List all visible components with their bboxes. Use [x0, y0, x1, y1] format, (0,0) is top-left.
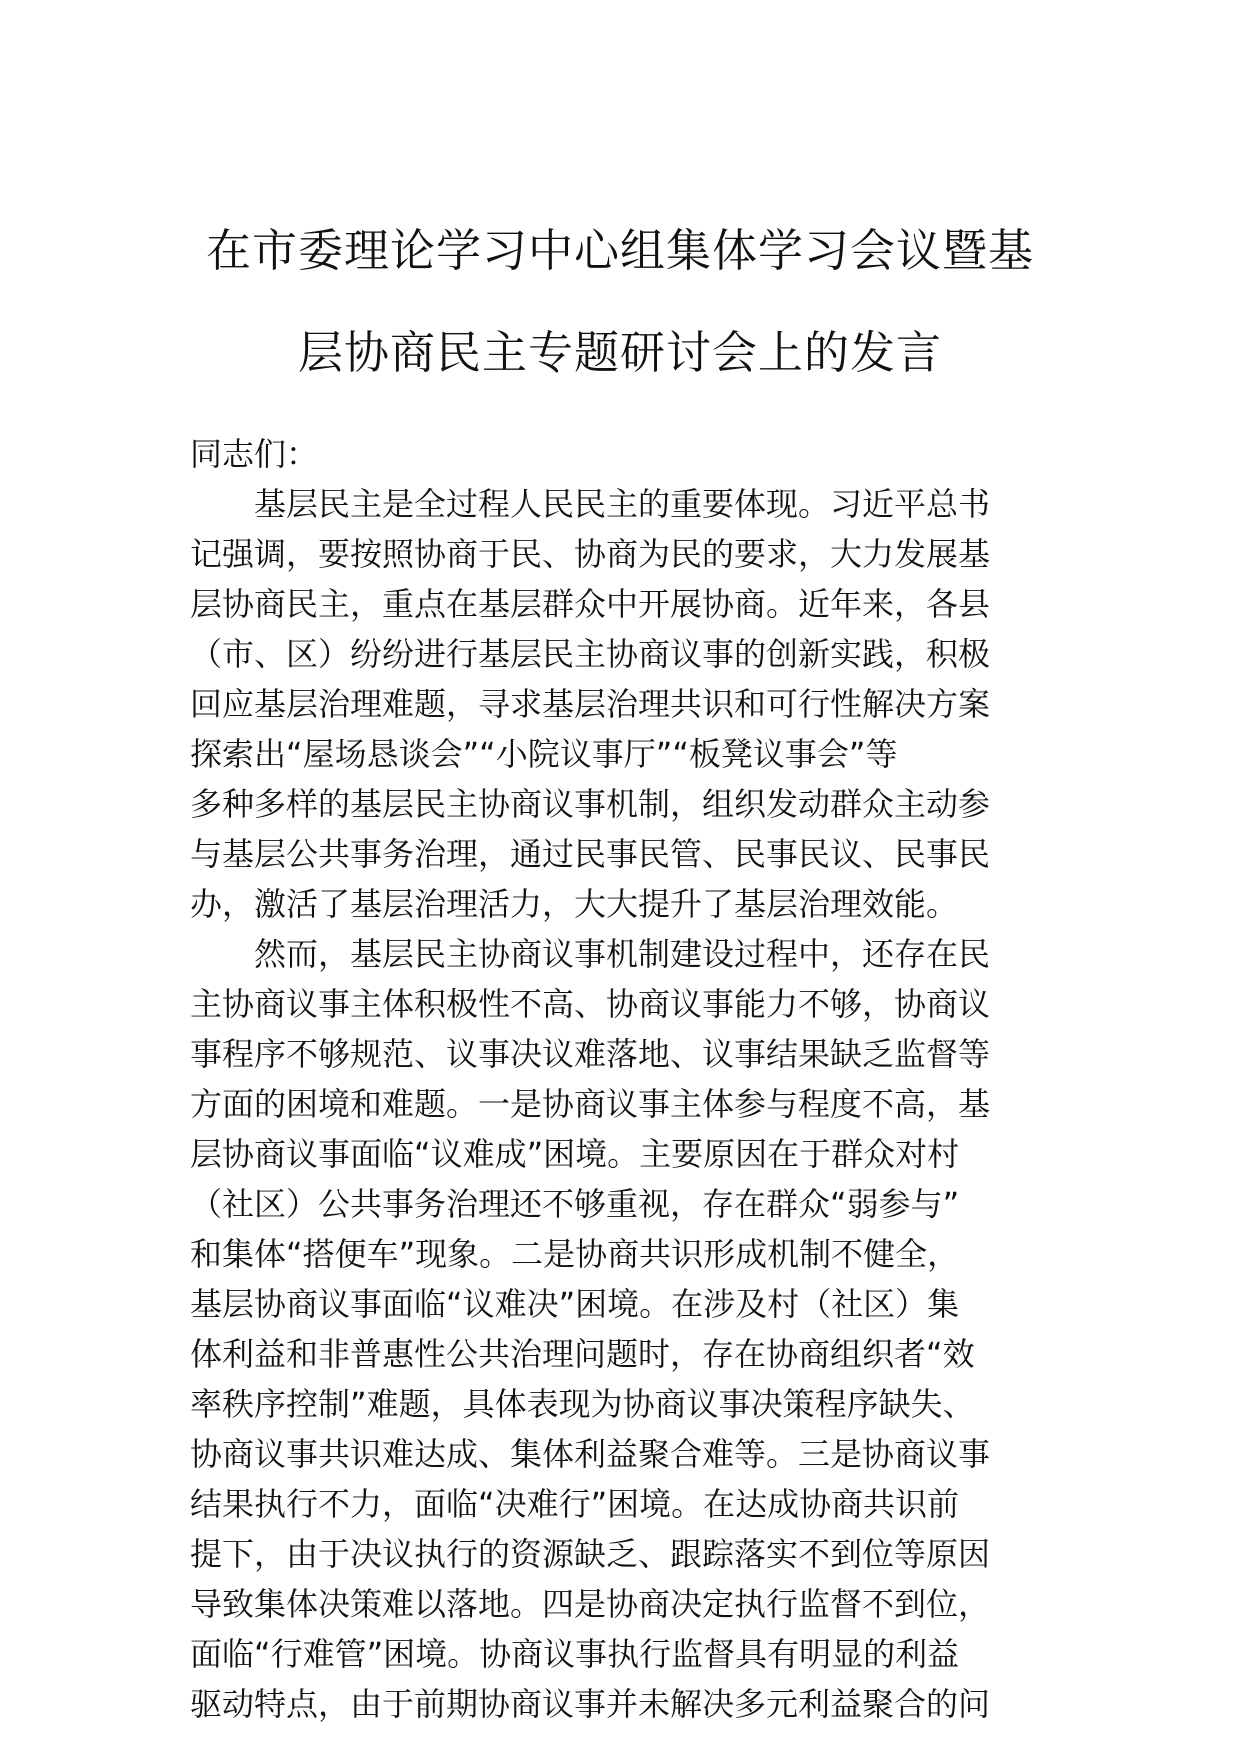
paragraph-line: 率秩序控制”难题，具体表现为协商议事决策程序缺失、 — [190, 1385, 975, 1423]
salutation: 同志们： — [190, 435, 319, 473]
paragraph-line: 和集体“搭便车”现象。二是协商共识形成机制不健全， — [190, 1235, 960, 1273]
paragraph-line: 办，激活了基层治理活力，大大提升了基层治理效能。 — [190, 885, 959, 923]
paragraph-line: 层协商议事面临“议难成”困境。主要原因在于群众对村 — [190, 1135, 960, 1173]
paragraph-line: 驱动特点，由于前期协商议事并未解决多元利益聚合的问 — [190, 1685, 991, 1723]
document-body — [190, 429, 1050, 1729]
paragraph-2 — [190, 929, 1050, 1729]
paragraph-line: 事程序不够规范、议事决议难落地、议事结果缺乏监督等 — [190, 1035, 991, 1073]
title-line: 层协商民主专题研讨会上的发言 — [297, 326, 942, 379]
title-line: 在市委理论学习中心组集体学习会议暨基 — [205, 224, 1034, 277]
paragraph-line: 多种多样的基层民主协商议事机制，组织发动群众主动参 — [190, 785, 991, 823]
paragraph-line: 记强调，要按照协商于民、协商为民的要求，大力发展基 — [190, 535, 991, 573]
paragraph-line: 探索出“屋场恳谈会”“小院议事厅”“板凳议事会”等 — [190, 735, 898, 773]
paragraph-line: 结果执行不力，面临“决难行”困境。在达成协商共识前 — [190, 1485, 960, 1523]
paragraph-line: （社区）公共事务治理还不够重视，存在群众“弱参与” — [190, 1185, 960, 1223]
paragraph-line: 主协商议事主体积极性不高、协商议事能力不够，协商议 — [190, 985, 991, 1023]
paragraph-line: 然而，基层民主协商议事机制建设过程中，还存在民 — [254, 935, 991, 973]
paragraph-1 — [190, 479, 1050, 929]
paragraph-line: 层协商民主，重点在基层群众中开展协商。近年来，各县 — [190, 585, 991, 623]
paragraph-line: 体利益和非普惠性公共治理问题时，存在协商组织者“效 — [190, 1335, 975, 1373]
paragraph-line: 与基层公共事务治理，通过民事民管、民事民议、民事民 — [190, 835, 991, 873]
paragraph-line: 基层民主是全过程人民民主的重要体现。习近平总书 — [254, 485, 991, 523]
paragraph-line: 面临“行难管”困境。协商议事执行监督具有明显的利益 — [190, 1635, 960, 1673]
paragraph-line: （市、区）纷纷进行基层民主协商议事的创新实践，积极 — [190, 635, 991, 673]
document-title — [190, 200, 1050, 404]
paragraph-line: 基层协商议事面临“议难决”困境。在涉及村（社区）集 — [190, 1285, 960, 1323]
paragraph-line: 导致集体决策难以落地。四是协商决定执行监督不到位， — [190, 1585, 991, 1623]
paragraph-line: 协商议事共识难达成、集体利益聚合难等。三是协商议事 — [190, 1435, 991, 1473]
paragraph-line: 提下，由于决议执行的资源缺乏、跟踪落实不到位等原因 — [190, 1535, 991, 1573]
paragraph-line: 方面的困境和难题。一是协商议事主体参与程度不高，基 — [190, 1085, 991, 1123]
paragraph-line: 回应基层治理难题，寻求基层治理共识和可行性解决方案 — [190, 685, 991, 723]
